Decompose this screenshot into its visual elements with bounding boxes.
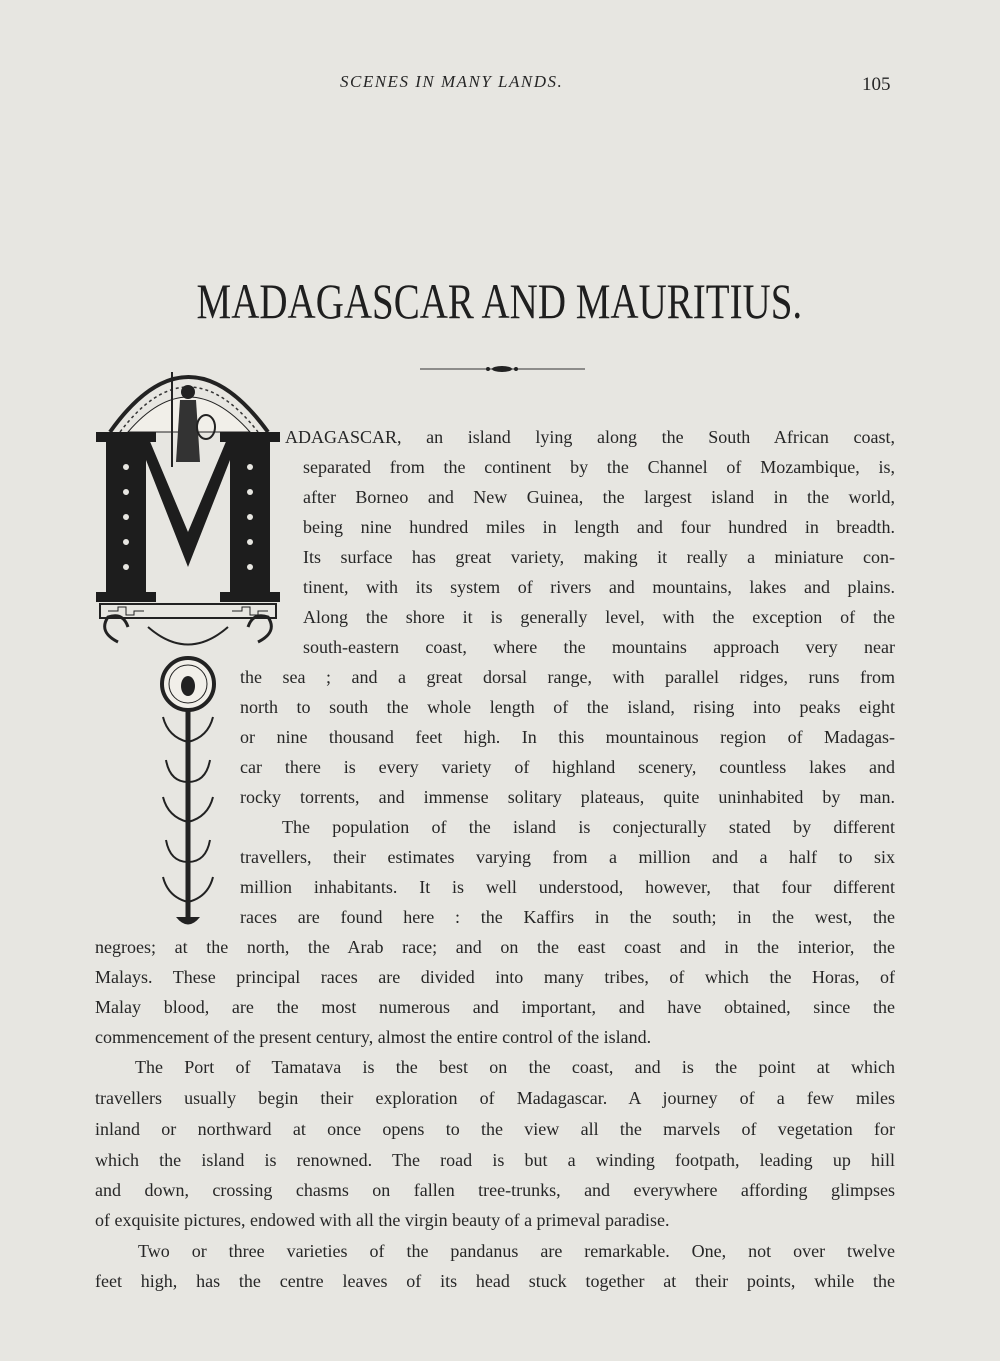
text-line: north to south the whole length of the island, rising into peaks eight	[240, 697, 895, 717]
ornamental-rule	[420, 362, 585, 376]
text-line: feet high, has the centre leaves of its head stuck together at their points, while the	[95, 1271, 895, 1291]
text-line: Along the shore it is generally level, with the exception of the	[303, 607, 895, 627]
running-head: SCENES IN MANY LANDS.	[340, 72, 564, 91]
page-number: 105	[862, 74, 891, 95]
text-line: separated from the continent by the Channel of Mozambique, is,	[303, 457, 895, 477]
text-line: which the island is renowned. The road is but a winding footpath, leading up hill	[95, 1150, 895, 1170]
text-line: of exquisite pictures, endowed with all the virgin beauty of a primeval paradise.	[95, 1210, 670, 1230]
text-line: after Borneo and New Guinea, the largest island in the world,	[303, 487, 895, 507]
text-line: million inhabitants. It is well understood, however, that four different	[240, 877, 895, 897]
text-line: Malay blood, are the most numerous and important, and have obtained, since the	[95, 997, 895, 1017]
text-line: rocky torrents, and immense solitary plateaus, quite uninhabited by man.	[240, 787, 895, 807]
text-line: Two or three varieties of the pandanus are remarkable. One, not over twelve	[138, 1241, 895, 1261]
text-line: tinent, with its system of rivers and mountains, lakes and plains.	[303, 577, 895, 597]
text-line: commencement of the present century, almost the entire control of the island.	[95, 1027, 652, 1047]
text-line: races are found here : the Kaffirs in the south; in the west, the	[240, 907, 895, 927]
text-line: The Port of Tamatava is the best on the coast, and is the point at which	[135, 1057, 895, 1077]
text-line: the sea ; and a great dorsal range, with parallel ridges, runs from	[240, 667, 895, 687]
text-line: negroes; at the north, the Arab race; and on the east coast and in the interior, the	[95, 937, 895, 957]
text-line: Its surface has great variety, making it really a miniature con-	[303, 547, 895, 567]
text-line: inland or northward at once opens to the view all the marvels of vegetation for	[95, 1119, 895, 1139]
text-line: south-eastern coast, where the mountains approach very near	[303, 637, 895, 657]
text-line: or nine thousand feet high. In this mountainous region of Madagas-	[240, 727, 895, 747]
text-line: car there is every variety of highland scenery, countless lakes and	[240, 757, 895, 777]
text-line: The population of the island is conjecturally stated by different	[282, 817, 895, 837]
text-line: being nine hundred miles in length and four hundred in breadth.	[303, 517, 895, 537]
text-line: and down, crossing chasms on fallen tree-trunks, and everywhere affording glimpses	[95, 1180, 895, 1200]
text-line: ADAGASCAR, an island lying along the South African coast,	[285, 427, 895, 447]
text-line: Malays. These principal races are divided into many tribes, of which the Horas, of	[95, 967, 895, 987]
chapter-title: MADAGASCAR AND MAURITIUS.	[196, 273, 803, 329]
text-line: travellers, their estimates varying from a million and a half to six	[240, 847, 895, 867]
text-line: travellers usually begin their exploration of Madagascar. A journey of a few miles	[95, 1088, 895, 1108]
